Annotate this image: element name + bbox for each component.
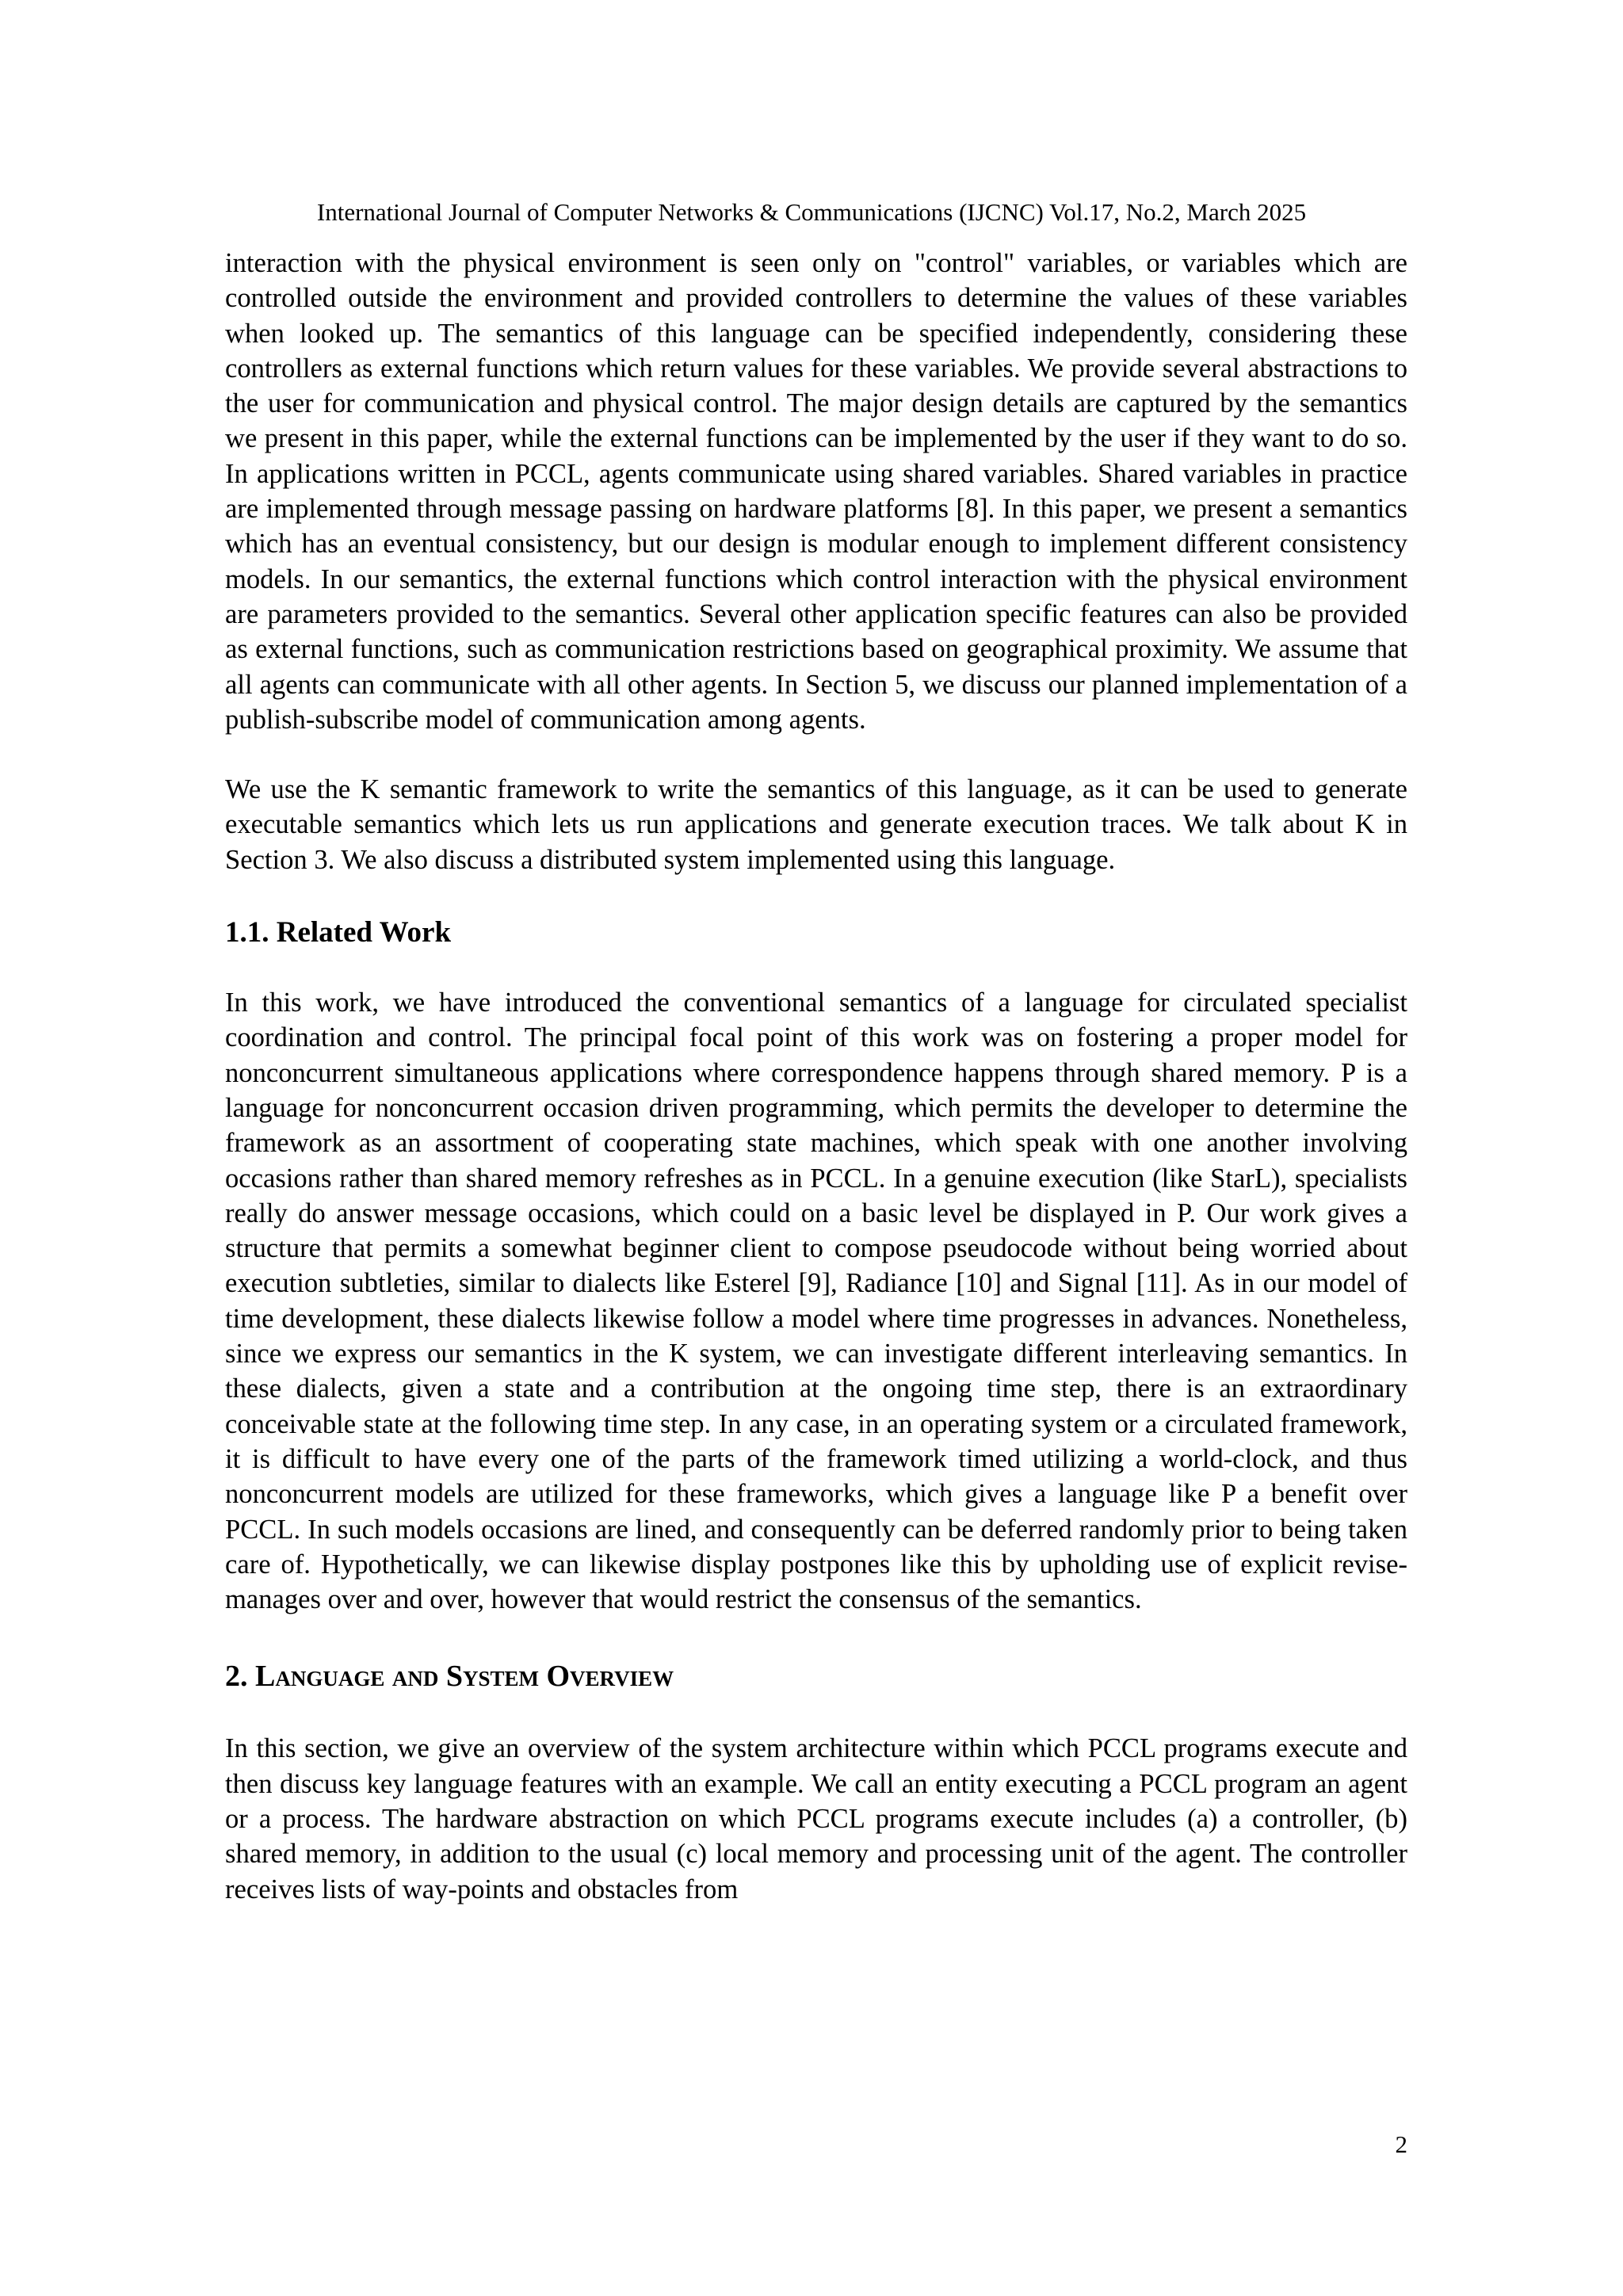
paragraph-related-work: In this work, we have introduced the conventional semantics of a language for circulated specialist coordination and control. The principal focal point of this work was on fostering a proper model for nonconcurrent simultaneous applications where correspondence happens through shared memory. P is a language for nonconcurrent occasion driven programming, which permits the developer to determine the framework as an assortment of cooperating state machines, which speak with one another involving occasions rather than shared memory refreshes as in PCCL. In a genuine execution (like StarL), specialists really do answer message occasions, which could on a basic level be displayed in P. Our work gives a structure that permits a somewhat beginner client to compose pseudocode without being worried about execution subtleties, similar to dialects like Esterel [9], Radiance [10] and Signal [11]. As in our model of time development, these dialects likewise follow a model where time progresses in advances. Nonetheless, since we express our semantics in the K system, we can investigate different interleaving semantics. In these dialects, given a state and a contribution at the ongoing time step, there is an extraordinary conceivable state at the following time step. In any case, in an operating system or a circulated framework, it is difficult to have every one of the parts of the framework timed utilizing a world-clock, and thus nonconcurrent models are utilized for these frameworks, which gives a language like P a benefit over PCCL. In such models occasions are lined, and consequently can be deferred randomly prior to being taken care of. Hypothetically, we can likewise display postpones like this by upholding use of explicit revise-manages over and over, however that would restrict the consensus of the semantics. xyxy=(225,988,1407,1615)
heading-related-work: 1.1. Related Work xyxy=(225,916,452,949)
paragraph-system-overview: In this section, we give an overview of the system architecture within which PCCL programs execute and then discuss key language features with an example. We call an entity executing a PCCL program an agent or a process. The hardware abstraction on which PCCL programs execute includes (a) a controller, (b) shared memory, in addition to the usual (c) local memory and processing unit of the agent. The controller receives lists of way-points and obstacles from xyxy=(225,1733,1407,1904)
page-body xyxy=(225,246,1407,1907)
running-header: International Journal of Computer Networks & Communications (IJCNC) Vol.17, No.2, March 2025 xyxy=(316,198,1307,226)
page-number: 2 xyxy=(1395,2130,1407,2158)
paragraph-intro-continued: interaction with the physical environment is seen only on "control" variables, or variables which are controlled outside the environment and provided controllers to determine the values of these variables when looked up. The semantics of this language can be specified independently, considering these controllers as external functions which return values for these variables. We provide several abstractions to the user for communication and physical control. The major design details are captured by the semantics we present in this paper, while the external functions can be implemented by the user if they want to do so. In applications written in PCCL, agents communicate using shared variables. Shared variables in practice are implemented through message passing on hardware platforms [8]. In this paper, we present a semantics which has an eventual consistency, but our design is modular enough to implement different consistency models. In our semantics, the external functions which control interaction with the physical environment are parameters provided to the semantics. Several other application specific features can also be provided as external functions, such as communication restrictions based on geographical proximity. We assume that all agents can communicate with all other agents. In Section 5, we discuss our planned implementation of a publish-subscribe model of communication among agents. xyxy=(225,248,1407,735)
paragraph-k-framework: We use the K semantic framework to write the semantics of this language, as it can be used to generate executable semantics which lets us run applications and generate execution traces. We talk about K in Section 3. We also discuss a distributed system implemented using this language. xyxy=(225,774,1407,875)
heading-language-system-overview: 2. Language and System Overview xyxy=(225,1660,674,1694)
